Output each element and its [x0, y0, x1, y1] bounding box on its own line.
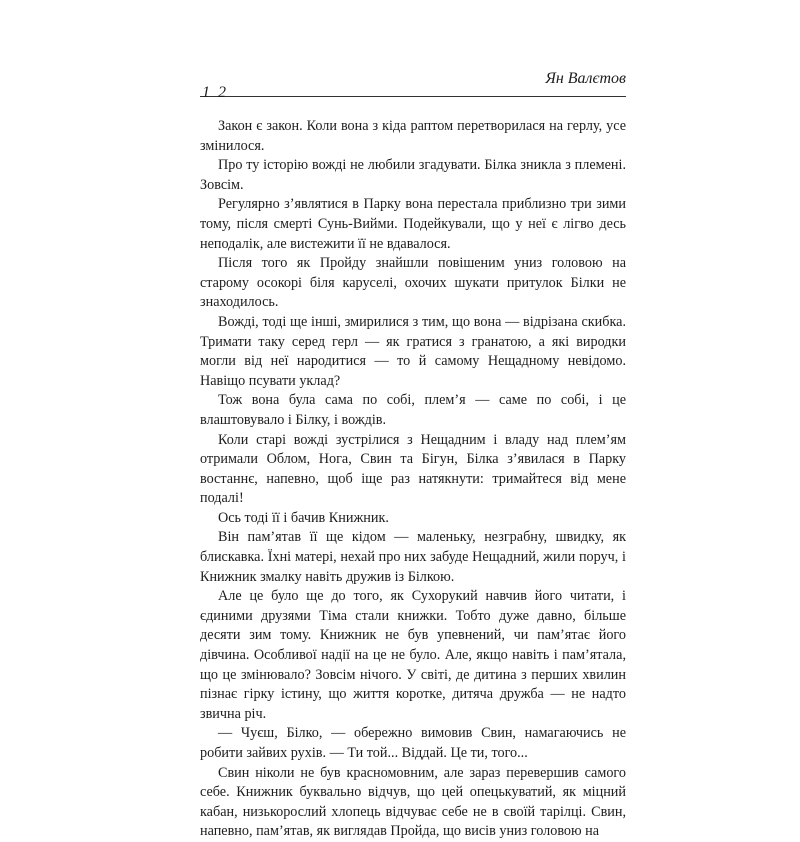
paragraph: Регулярно з’являтися в Парку вона перестала приблизно три зими тому, після смерті Сунь-Вийми. Подейкували, що у неї є лігво десь неподалік, але вистежити її не вдавалося. — [200, 196, 626, 252]
paragraph: — Чуєш, Білко, — обережно вимовив Свин, намагаючись не робити зайвих рухів. — Ти той... Віддай. Це ти, того... — [200, 725, 626, 761]
paragraph: Свин ніколи не був красномовним, але зараз перевершив самого себе. Книжник буквально відчув, що цей опецькуватий, як міцний кабан, низькорослий хлопець відчуває себе не в своїй тарілці. Свин, напевно, пам’ятав, як виглядав Пройда, що висів униз головою на — [200, 764, 626, 840]
paragraph: Він пам’ятав її ще кідом — маленьку, незграбну, швидку, як блискавка. Їхні матері, нехай про них забуде Нещадний, жили поруч, і Книжник змалку навіть дружив із Білкою. — [200, 529, 626, 585]
paragraph: Закон є закон. Коли вона з кіда раптом перетворилася на герлу, усе змінилося. — [200, 118, 626, 154]
paragraph: Коли старі вожді зустрілися з Нещадним і владу над плем’ям отримали Облом, Нога, Свин та Бігун, Білка з’явилася в Парку востаннє, напевно, щоб іще раз натякнути: тримайтеся від мене подалі! — [200, 431, 626, 507]
paragraph: Але це було ще до того, як Сухорукий навчив його читати, і єдиними друзями Тіма стали книжки. Тобто дуже давно, більше десяти зим тому. Книжник не був упевнений, чи пам’ятає його дівчина. Особливої надії на це не було. Але, якщо навіть і пам’ятала, що це змінювало? Зовсім нічого. У світі, де дитина з перших хвилин пізнає гірку істину, що життя коротке, дитяча дружба — не надто звична річ. — [200, 588, 626, 722]
author-name: Ян Валєтов — [545, 70, 626, 87]
paragraph: Вожді, тоді ще інші, змирилися з тим, що вона — відрізана скибка. Тримати таку серед герл — як гратися з гранатою, а які виродки могли від неї народитися — то й самому Нещадному невідомо. Навіщо псувати уклад? — [200, 313, 626, 389]
page-number: 1 2 — [202, 84, 228, 101]
body-text — [200, 117, 626, 842]
paragraph: Про ту історію вожді не любили згадувати. Білка зникла з племені. Зовсім. — [200, 157, 626, 193]
paragraph: Тож вона була сама по собі, плем’я — саме по собі, і це влаштовувало і Білку, і вождів. — [200, 392, 626, 428]
paragraph: Після того як Пройду знайшли повішеним униз головою на старому осокорі біля каруселі, охочих шукати притулок Білки не знаходилось. — [200, 255, 626, 311]
paragraph: Ось тоді її і бачив Книжник. — [218, 509, 389, 526]
running-head — [200, 68, 626, 101]
